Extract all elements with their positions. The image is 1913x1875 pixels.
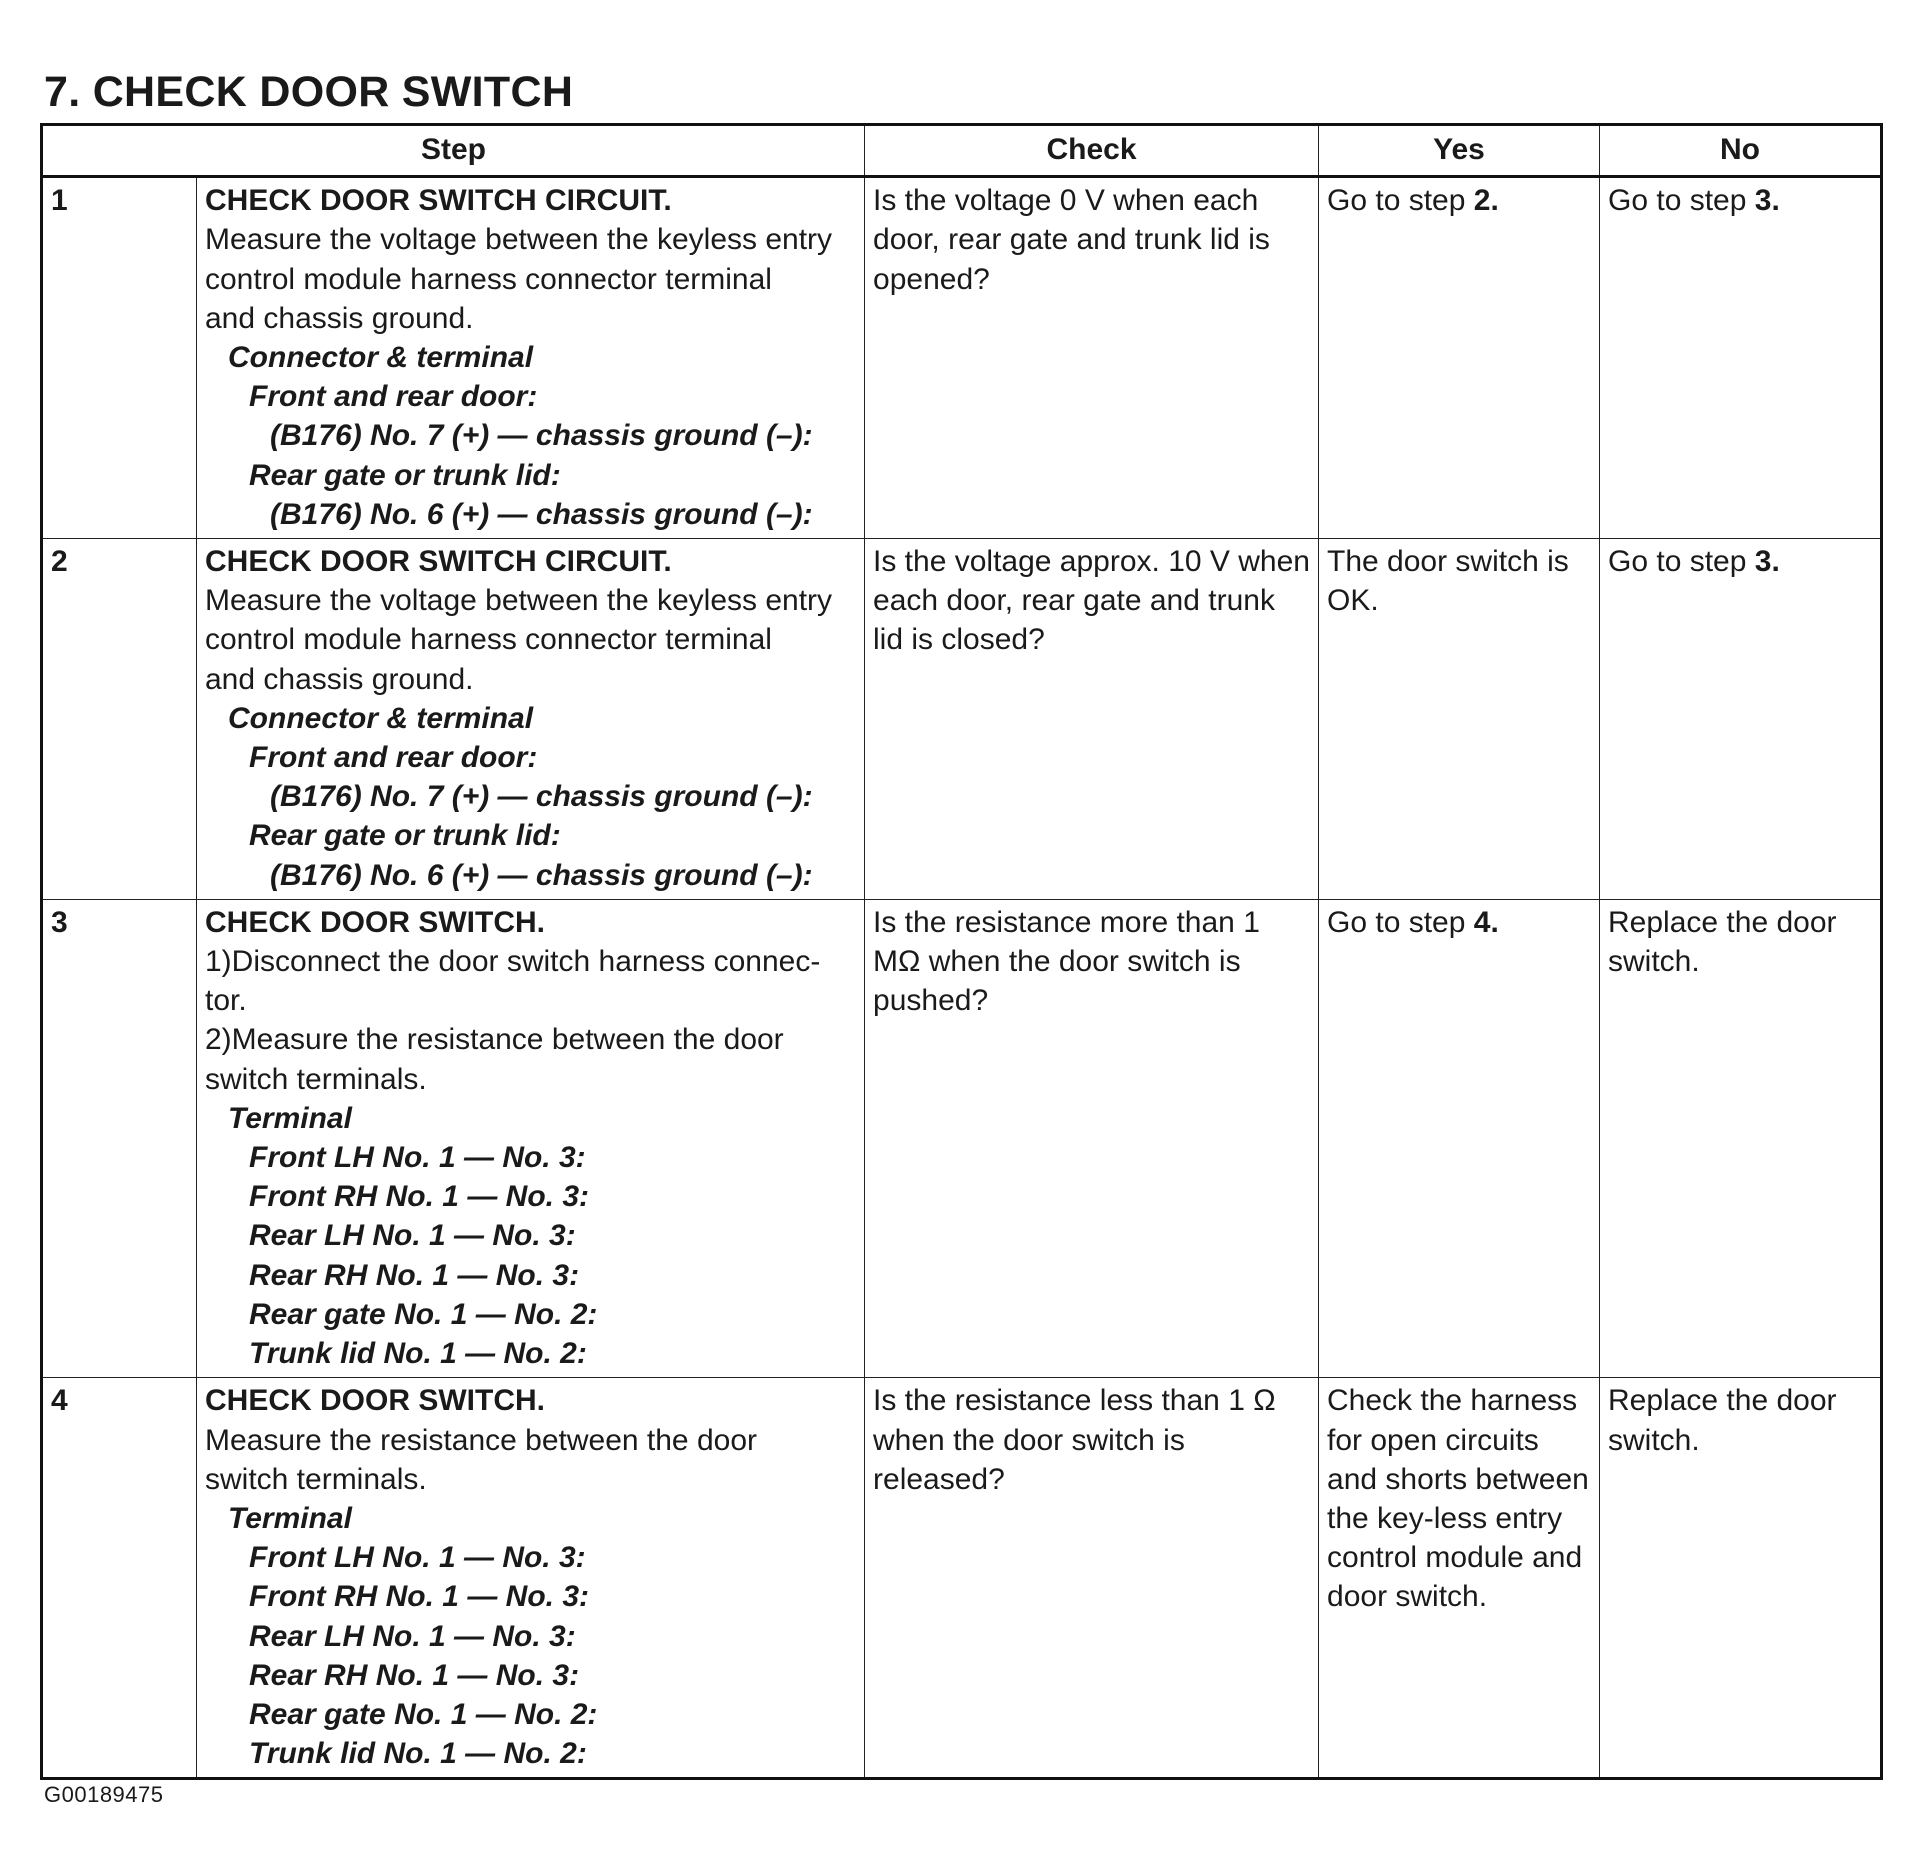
step-line: Trunk lid No. 1 — No. 2:: [249, 1737, 587, 1771]
step-line: control module harness connector terminal: [205, 262, 772, 296]
check-question: Is the voltage 0 V when each door, rear gate and trunk lid is opened?: [873, 184, 1270, 296]
step-line: control module harness connector terminal: [205, 623, 772, 657]
step-line: Rear gate No. 1 — No. 2:: [249, 1297, 598, 1331]
step-line: Measure the resistance between the door: [205, 1423, 757, 1457]
yes-cell: [1319, 899, 1600, 1377]
step-line: Trunk lid No. 1 — No. 2:: [249, 1337, 587, 1371]
step-line: switch terminals.: [205, 1062, 427, 1096]
check-question: Is the resistance less than 1 Ω when the door switch is released?: [873, 1384, 1276, 1496]
step-line: Connector & terminal: [228, 701, 534, 735]
step-line: tor.: [205, 984, 247, 1018]
yes-action: Check the harness for open circuits and shorts between the key-less entry control module and door switch.: [1327, 1384, 1589, 1614]
column-header-check: Check: [865, 125, 1319, 177]
page-title: 7. CHECK DOOR SWITCH: [44, 68, 574, 116]
table-body: [42, 177, 1882, 1779]
step-line: switch terminals.: [205, 1462, 427, 1496]
no-cell: [1600, 899, 1882, 1377]
step-heading: CHECK DOOR SWITCH.: [205, 1384, 545, 1418]
step-number: 1: [42, 177, 197, 539]
step-line: Rear LH No. 1 — No. 3:: [249, 1619, 576, 1653]
column-header-step: Step: [42, 125, 865, 177]
step-line: Rear LH No. 1 — No. 3:: [249, 1219, 576, 1253]
step-heading: CHECK DOOR SWITCH CIRCUIT.: [205, 545, 672, 579]
document-id: G00189475: [44, 1782, 164, 1807]
step-line: Measure the voltage between the keyless entry: [205, 223, 833, 257]
step-line: Terminal: [228, 1101, 352, 1135]
check-question: Is the resistance more than 1 MΩ when the door switch is pushed?: [873, 905, 1260, 1018]
step-number: 4: [42, 1378, 197, 1779]
step-line: Rear gate or trunk lid:: [249, 458, 561, 492]
column-header-no: No: [1600, 125, 1882, 177]
yes-action: The door switch is OK.: [1327, 545, 1569, 618]
step-line: Front LH No. 1 — No. 3:: [249, 1541, 586, 1575]
check-cell: [865, 539, 1319, 900]
no-action: Replace the door switch.: [1608, 905, 1837, 979]
step-line: Front RH No. 1 — No. 3:: [249, 1580, 589, 1614]
step-line: Rear gate or trunk lid:: [249, 819, 561, 853]
step-line: 2)Measure the resistance between the door: [205, 1023, 784, 1057]
no-cell: [1600, 177, 1882, 539]
step-line: Front and rear door:: [249, 380, 538, 414]
step-number: 2: [42, 539, 197, 900]
step-line: Front LH No. 1 — No. 3:: [249, 1141, 586, 1175]
step-line: Terminal: [228, 1501, 352, 1535]
yes-step-reference: 2.: [1473, 184, 1499, 218]
table-row: [42, 539, 1882, 900]
step-line: (B176) No. 6 (+) — chassis ground (–):: [270, 858, 813, 892]
yes-cell: [1319, 177, 1600, 539]
step-line: (B176) No. 7 (+) — chassis ground (–):: [270, 780, 813, 814]
no-cell: [1600, 539, 1882, 900]
no-action: Go to step: [1608, 545, 1755, 579]
no-cell: [1600, 1378, 1882, 1779]
step-line: (B176) No. 6 (+) — chassis ground (–):: [270, 497, 813, 531]
step-line: and chassis ground.: [205, 301, 474, 335]
yes-cell: [1319, 539, 1600, 900]
table-header-row: [42, 125, 1882, 177]
no-action: Replace the door switch.: [1608, 1384, 1837, 1457]
step-line: Measure the voltage between the keyless entry: [205, 584, 833, 618]
no-step-reference: 3.: [1754, 184, 1780, 218]
check-cell: [865, 899, 1319, 1377]
no-action: Go to step: [1608, 184, 1755, 218]
diagnosis-table: [40, 123, 1883, 1780]
no-step-reference: 3.: [1754, 545, 1780, 579]
step-description: [197, 899, 865, 1377]
step-line: 1)Disconnect the door switch harness connec-: [205, 945, 821, 979]
table-row: [42, 1378, 1882, 1779]
yes-step-reference: 4.: [1473, 905, 1499, 939]
step-heading: CHECK DOOR SWITCH.: [205, 905, 545, 939]
step-line: Rear RH No. 1 — No. 3:: [249, 1658, 580, 1692]
step-line: Rear gate No. 1 — No. 2:: [249, 1697, 598, 1731]
yes-cell: [1319, 1378, 1600, 1779]
yes-action: Go to step: [1327, 905, 1474, 939]
step-description: [197, 1378, 865, 1779]
step-line: and chassis ground.: [205, 662, 474, 696]
table-row: [42, 899, 1882, 1377]
step-number: 3: [42, 899, 197, 1377]
check-question: Is the voltage approx. 10 V when each door, rear gate and trunk lid is closed?: [873, 545, 1310, 657]
column-header-yes: Yes: [1319, 125, 1600, 177]
table-row: [42, 177, 1882, 539]
step-line: Rear RH No. 1 — No. 3:: [249, 1258, 580, 1292]
check-cell: [865, 1378, 1319, 1779]
yes-action: Go to step: [1327, 184, 1474, 218]
check-cell: [865, 177, 1319, 539]
step-heading: CHECK DOOR SWITCH CIRCUIT.: [205, 184, 672, 218]
step-description: [197, 177, 865, 539]
step-line: Front RH No. 1 — No. 3:: [249, 1180, 589, 1214]
step-line: Front and rear door:: [249, 741, 538, 775]
step-line: (B176) No. 7 (+) — chassis ground (–):: [270, 419, 813, 453]
step-line: Connector & terminal: [228, 341, 534, 375]
step-description: [197, 539, 865, 900]
